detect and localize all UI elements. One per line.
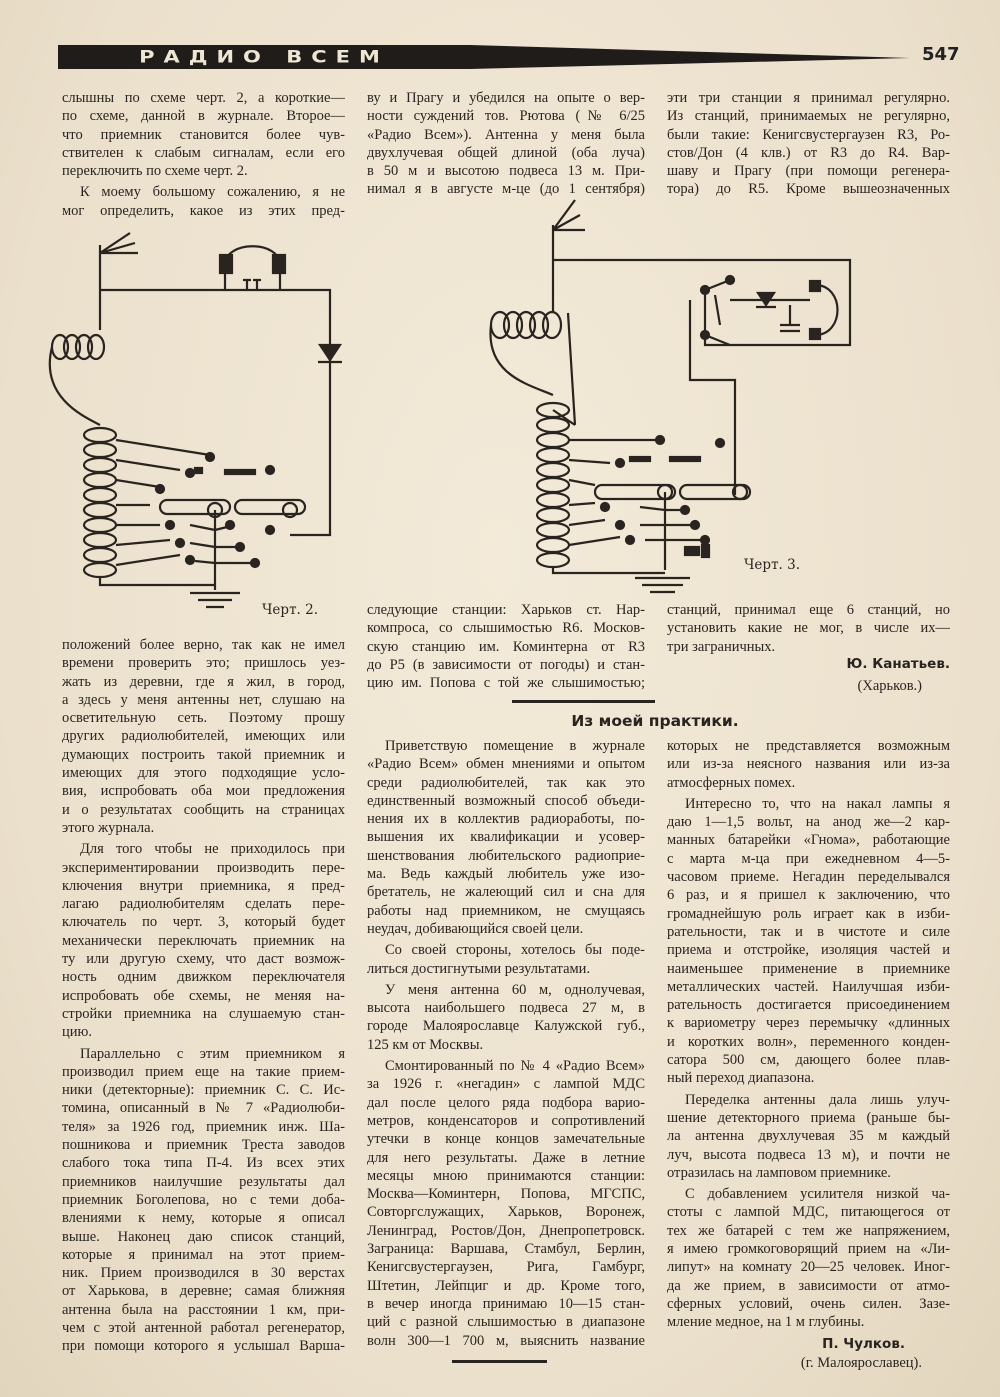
text-line: С добавлением усилителя низкой ча- <box>685 1186 950 1203</box>
text-line: К моему большому сожалению, я не <box>80 184 345 201</box>
text-line: установить какие не мог, в числе их— <box>667 620 950 637</box>
text-line: по схеме, данной в журнале. Второе— <box>62 108 345 125</box>
text-line: что приемник становится более чув- <box>62 126 345 143</box>
author-name: П. Чулков. <box>822 1336 905 1352</box>
text-line: ность одним движком переключателя <box>62 969 345 986</box>
masthead-wedge <box>470 45 910 71</box>
text-line: испробовать обе схемы, не меняя на- <box>62 987 345 1004</box>
text-line: станций, принимал еще 6 станций, но <box>667 602 950 618</box>
text-line: этого журнала. <box>62 819 155 836</box>
text-line: ники (детекторные): приемник С. С. Ис- <box>62 1082 345 1099</box>
figure-caption-fig2: Черт. 2. <box>262 602 318 618</box>
text-line: к вариометру через перемычку «длинных <box>667 1015 950 1032</box>
text-line: скую станцию им. Коминтерна от R3 <box>367 638 645 655</box>
text-line: ту или другую схему, что даст возмож- <box>62 951 345 968</box>
text-line: от Харькова, в деревне; самая ближняя <box>62 1283 345 1300</box>
text-line: ключатель по черт. 3, который будет <box>62 914 345 931</box>
text-line: единственный возможный способ объеди- <box>367 792 645 809</box>
text-line: лагаю радиолюбителям сделать пере- <box>62 896 345 913</box>
author-signature-2 <box>700 1336 905 1352</box>
paragraph <box>667 1185 950 1331</box>
paragraph <box>667 737 950 792</box>
page-number: 547 <box>922 44 960 65</box>
text-line: при помощи которого я услышал Варша- <box>62 1338 345 1355</box>
text-line: эти три станции я принимал регулярно. <box>667 90 950 106</box>
author-place-1: (Харьков.) <box>857 678 922 694</box>
column-middle-article2 <box>367 737 645 1350</box>
paragraph <box>667 1091 950 1182</box>
author-signature-1 <box>700 656 950 672</box>
text-line: я имею громкоговорящий прием на «Ли- <box>667 1241 950 1258</box>
article-title: Из моей практики. <box>571 712 739 730</box>
text-line: осветительную сеть. Поэтому прошу <box>62 710 345 727</box>
text-line: бретатель, не жалеющий сил и сна для <box>367 884 645 901</box>
author-place-2: (г. Малоярославец). <box>800 1355 922 1371</box>
text-line: думающих построить такой приемник и <box>62 746 345 763</box>
text-line: тора) до R5. Кроме вышеозначенных <box>667 181 950 198</box>
paragraph <box>367 981 645 1054</box>
paragraph <box>62 89 345 180</box>
text-line: 6 раз, и я пришел к заключению, что <box>667 887 950 904</box>
text-line: громаднейшую роль играет как в изби- <box>667 905 950 922</box>
text-line: времени проверить это; пришлось уез- <box>62 655 345 672</box>
paragraph <box>667 795 950 1088</box>
text-line: мление медное, на 1 м глубины. <box>667 1314 865 1331</box>
text-line: стоты с лампой МДС, питающегося от <box>667 1204 950 1221</box>
text-line: стройки приемника на слушаемую стан- <box>62 1005 345 1022</box>
paragraph <box>367 941 645 978</box>
text-line: а здесь у меня антенны нет, слушаю на <box>62 691 345 708</box>
column-left-bottom <box>62 636 345 1356</box>
text-line: шенствования любительского радиоприе- <box>367 847 645 864</box>
text-line: ствителен к слабым сигналам, если его <box>62 144 345 161</box>
text-line: Заграница: Варшава, Стамбул, Берлин, <box>367 1241 645 1258</box>
text-line: Ленинград, Ростов/Дон, Днепропетровск. <box>367 1222 645 1239</box>
text-line: переключить по схеме черт. 2. <box>62 163 248 180</box>
text-line: слышны по схеме черт. 2, а короткие— <box>62 90 345 106</box>
masthead-title: РАДИО ВСЕМ <box>139 47 389 67</box>
text-line: производил прием еще на такие прием- <box>62 1063 345 1080</box>
text-line: атмосферных помех. <box>667 774 796 791</box>
text-line: для него результаты. Даже в летние <box>367 1149 645 1166</box>
text-line: нения их в коллектив радиоработы, по- <box>367 811 645 828</box>
column-left-top <box>62 89 345 220</box>
text-line: стов/Дон (4 клв.) от R3 до R4. Вар- <box>667 144 950 161</box>
text-line: шаву и Прагу (при помощи регенера- <box>667 163 950 180</box>
text-line: томина, описанный в № 7 «Радиолюби- <box>62 1100 345 1117</box>
column-middle-top <box>367 89 645 199</box>
text-line: выше. Наконец даю список станций, <box>62 1228 345 1245</box>
text-line: влениями к нему, которые я описал <box>62 1210 345 1227</box>
text-line: антенна была на расстоянии 1 км, при- <box>62 1301 345 1318</box>
headphones-symbol <box>810 281 838 339</box>
ground-symbol <box>635 578 690 592</box>
text-line: приема и отстройке, изоляция частей и <box>667 942 950 959</box>
text-line: теля» за 1926 год, приемник инж. Ша- <box>62 1118 345 1135</box>
text-line: до P5 (в зависимости от погоды) и стан- <box>367 656 645 673</box>
text-line: среди радиолюбителей, так как это <box>367 774 645 791</box>
column-middle-continuation <box>367 601 645 692</box>
text-line: за 1926 г. «негадин» с лампой МДС <box>367 1076 645 1093</box>
text-line: Смонтированный по № 4 «Радио Всем» <box>385 1058 645 1075</box>
text-line: ный переход диапазона. <box>667 1070 815 1087</box>
text-line: Москва—Коминтерн, Попова, МГСПС, <box>367 1186 645 1203</box>
text-line: которые я принимал на этот прием- <box>62 1246 345 1263</box>
text-line: манных батарейки «Гнома», работающие <box>667 832 950 849</box>
circuit-diagram-fig3 <box>480 195 870 595</box>
text-line: цию. <box>62 1024 92 1041</box>
paragraph <box>667 601 950 656</box>
column-right-continuation <box>667 601 950 656</box>
capacitor-symbol <box>243 280 261 290</box>
masthead-banner <box>58 45 470 69</box>
switch-contacts <box>595 436 750 557</box>
loop-coil <box>50 335 104 425</box>
text-line: которых не представляется возможным <box>667 738 950 754</box>
loop-coil <box>490 312 561 395</box>
text-line: рательности, так и в чистоте и силе <box>667 923 950 940</box>
text-line: в 50 м и высотою подвеса 13 м. При- <box>367 163 645 180</box>
paragraph <box>62 1045 345 1356</box>
section-divider <box>512 700 655 703</box>
text-line: сатора 500 см, дающего более плав- <box>667 1052 950 1069</box>
text-line: Со своей стороны, хотелось бы поде- <box>385 942 645 959</box>
capacitor-symbol <box>730 300 810 331</box>
text-line: цию им. Попова с той же слышимостью; <box>367 675 645 692</box>
text-line: Штетин, Лейпциг и др. Кроме того, <box>367 1277 645 1294</box>
text-line: литься достигнутыми результатами. <box>367 960 591 977</box>
text-line: ности суждений тов. Рютова (№ 6/25 <box>367 108 645 125</box>
text-line: «Радио Всем»). Антенна у меня была <box>367 126 645 143</box>
text-line: имеющих для этого подходящие усло- <box>62 765 345 782</box>
text-line: компроса, со слышимостью R6. Москов- <box>367 620 645 637</box>
paragraph <box>367 89 645 199</box>
text-line: ла антенна двухлучевая 35 м каждый <box>667 1128 950 1145</box>
paragraph <box>667 89 950 199</box>
text-line: дал после целого ряда подбора варио- <box>367 1094 645 1111</box>
text-line: вия, испробовать оба мои предложения <box>62 783 345 800</box>
text-line: приемников наилучшие результаты дал <box>62 1173 345 1190</box>
text-line: работы над приемником, не смущаясь <box>367 902 645 919</box>
text-line: Приветствую помещение в журнале <box>385 738 645 754</box>
column-right-top <box>667 89 950 199</box>
author-name: Ю. Канатьев. <box>846 656 950 672</box>
text-line: приемник Боголепова, но с теми доба- <box>62 1191 345 1208</box>
text-line: положений более верно, так как не имел <box>62 637 345 653</box>
text-line: сферных условий, очень силен. Зазе- <box>667 1295 950 1312</box>
paragraph <box>62 840 345 1041</box>
text-line: липут» на комнату 20—25 человек. Иног- <box>667 1259 950 1276</box>
column-right-article2 <box>667 737 950 1332</box>
text-line: Интересно то, что на накал лампы я <box>685 795 950 812</box>
text-line: Параллельно с этим приемником я <box>80 1045 345 1062</box>
paragraph <box>367 601 645 692</box>
text-line: чем с этой антенной работал регенератор, <box>62 1319 345 1336</box>
text-line: пошникова и приемник Треста заводов <box>62 1137 345 1154</box>
text-line: высота наибольшего подвеса 27 м, в <box>367 1000 645 1017</box>
paragraph <box>367 1057 645 1350</box>
text-line: или из-за неясного названия или из-за <box>667 756 950 773</box>
text-line: городе Малоярославце Калужской губ., <box>367 1018 645 1035</box>
text-line: луч, высота подвеса 13 м), и почти не <box>667 1146 950 1163</box>
text-line: волн 300—1 700 м, выяснить название <box>367 1332 645 1349</box>
detector-symbol <box>318 345 342 362</box>
text-line: да же прием, в зависимости от атмо- <box>667 1277 950 1294</box>
text-line: мог определить, какое из этих пред- <box>62 202 345 219</box>
text-line: и о результатах сообщить на страницах <box>62 801 345 818</box>
text-line: ву и Прагу и убедился на опыте о вер- <box>367 90 645 106</box>
text-line: были такие: Кенигсвустергаузен R3, Ро- <box>667 126 950 143</box>
text-line: металлических частей. Наилучшая изби- <box>667 978 950 995</box>
text-line: других радиолюбителей, имеющих или <box>62 728 345 745</box>
paragraph <box>62 183 345 220</box>
text-line: слабого тока типа П-4. Из всех этих <box>62 1155 345 1172</box>
text-line: механически переключать приемник на <box>62 932 345 949</box>
text-line: тех же батарей с тем же напряжением, <box>667 1222 950 1239</box>
paragraph <box>62 636 345 837</box>
antenna-symbol <box>553 200 585 265</box>
text-line: Из станций, принимаемых не регулярно, <box>667 108 950 125</box>
text-line: наименьшее применение в приемнике <box>667 960 950 977</box>
text-line: ма. Ведь каждый любитель уже изо- <box>367 866 645 883</box>
text-line: следующие станции: Харьков ст. Нар- <box>367 602 645 618</box>
text-line: Переделка антенны дала лишь улуч- <box>685 1091 950 1108</box>
text-line: неудач, добивающийся своей цели. <box>367 920 584 937</box>
switch-assembly <box>690 276 735 495</box>
end-divider <box>452 1360 547 1363</box>
text-line: отразилась на ламповом приемнике. <box>667 1164 891 1181</box>
text-line: в вечер иногда принимаю 10—15 стан- <box>367 1295 645 1312</box>
text-line: утечки в конце концов замечательные <box>367 1131 645 1148</box>
text-line: ник. Прием производился в 30 верстах <box>62 1265 345 1282</box>
text-line: шение детекторного приема (раньше бы- <box>667 1109 950 1126</box>
tapped-coil <box>84 428 210 577</box>
text-line: ций с разной слышимостью в диапазоне <box>367 1314 645 1331</box>
text-line: нимал я в августе м-це (до 1 сентября) <box>367 181 645 198</box>
text-line: даю 1—1,5 вольт, на анод же—2 кар- <box>667 814 950 831</box>
text-line: рательность достигается присоединением <box>667 997 950 1014</box>
paragraph <box>367 737 645 938</box>
text-line: «Радио Всем» обмен мнениями и опытом <box>367 756 645 773</box>
headphones-symbol <box>220 246 285 290</box>
text-line: 125 км от Москвы. <box>367 1036 484 1053</box>
text-line: двухлучевая общей длиной (оба луча) <box>367 144 645 161</box>
figure-caption-fig3: Черт. 3. <box>744 557 800 573</box>
text-line: Совторгслужащих, Харьков, Воронеж, <box>367 1204 645 1221</box>
text-line: месяцы мною принимаются станции: <box>367 1167 645 1184</box>
ground-symbol <box>190 593 240 607</box>
text-line: метров, конденсаторов и сопротивлений <box>367 1112 645 1129</box>
circuit-diagram-fig2 <box>40 225 350 615</box>
text-line: три заграничных. <box>667 638 776 655</box>
text-line: вышения их квалификации и усовер- <box>367 829 645 846</box>
text-line: У меня антенна 60 м, однолучевая, <box>385 981 645 998</box>
text-line: жать из деревни, где я жил, в город, <box>62 673 345 690</box>
text-line: с марта м-ца при ежедневном 4—5- <box>667 850 950 867</box>
text-line: Для того чтобы не приходилось при <box>80 841 345 858</box>
antenna-symbol <box>100 233 138 290</box>
text-line: часовом приеме. Негадин переделывался <box>667 869 950 886</box>
text-line: ключения внутри приемника, я пред- <box>62 877 345 894</box>
text-line: и коротких волн», переменного конден- <box>667 1033 950 1050</box>
text-line: экспериментировании производить пере- <box>62 859 345 876</box>
text-line: Кенигсвустергаузен, Рига, Гамбург, <box>367 1259 645 1276</box>
